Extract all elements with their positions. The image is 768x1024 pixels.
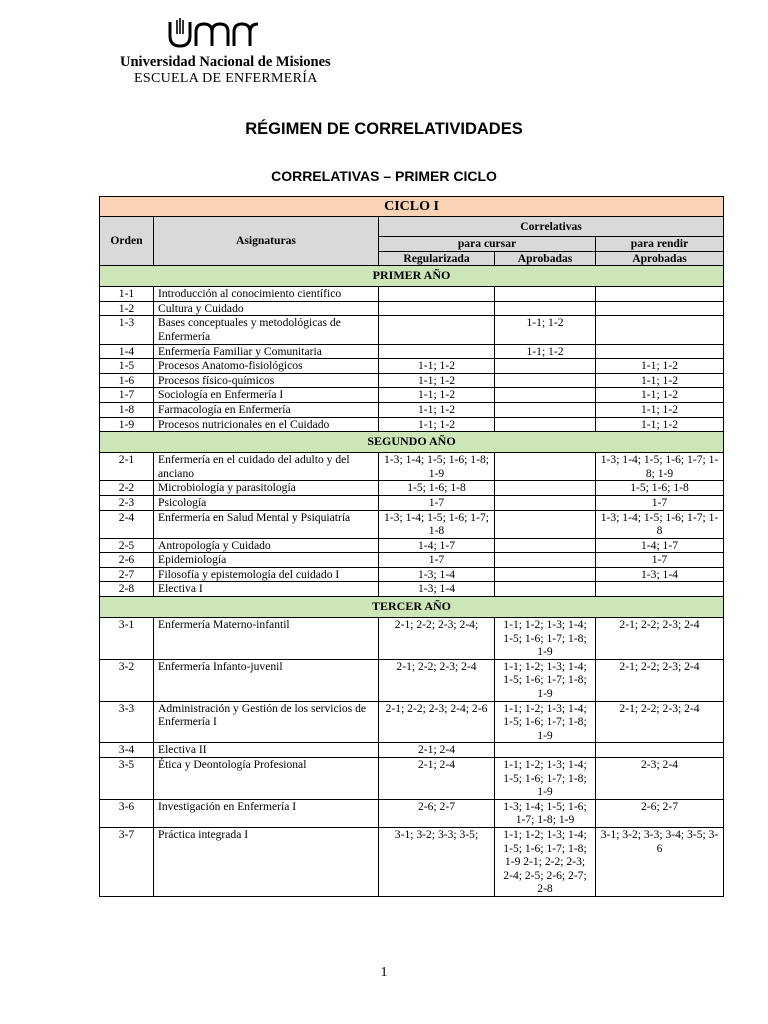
cell-regularizada: 2-1; 2-2; 2-3; 2-4;: [379, 618, 495, 660]
cell-regularizada: 1-7: [379, 553, 495, 568]
cell-regularizada: 1-3; 1-4: [379, 567, 495, 582]
page-number: 1: [380, 965, 388, 980]
table-row: [100, 510, 724, 538]
cell-regularizada: 1-1; 1-2: [379, 373, 495, 388]
cell-rendir: 1-1; 1-2: [596, 388, 724, 403]
cell-aprobadas: [495, 538, 596, 553]
table-row: [100, 701, 724, 743]
cell-rendir: 1-3; 1-4: [596, 567, 724, 582]
table-row: [100, 359, 724, 374]
cell-rendir: [596, 301, 724, 316]
col-aprobadas-rendir-header: Aprobadas: [596, 251, 724, 266]
table-row: [100, 799, 724, 827]
cell-regularizada: 2-1; 2-2; 2-3; 2-4: [379, 659, 495, 701]
cell-aprobadas: [495, 510, 596, 538]
cell-asignatura: Procesos Anatomo-fisiológicos: [154, 359, 379, 374]
cell-aprobadas: [495, 553, 596, 568]
cell-asignatura: Sociología en Enfermería I: [154, 388, 379, 403]
table-row: [100, 373, 724, 388]
cell-rendir: 2-1; 2-2; 2-3; 2-4: [596, 701, 724, 743]
cell-regularizada: 1-1; 1-2: [379, 417, 495, 432]
cell-rendir: 2-1; 2-2; 2-3; 2-4: [596, 659, 724, 701]
cell-rendir: 1-3; 1-4; 1-5; 1-6; 1-7; 1-8; 1-9: [596, 453, 724, 481]
cell-regularizada: 2-1; 2-4: [379, 758, 495, 800]
cell-orden: 2-5: [100, 538, 154, 553]
cell-aprobadas: [495, 373, 596, 388]
cell-regularizada: 1-4; 1-7: [379, 538, 495, 553]
table-row: [100, 287, 724, 302]
cell-rendir: 3-1; 3-2; 3-3; 3-4; 3-5; 3-6: [596, 827, 724, 896]
cell-rendir: 1-7: [596, 495, 724, 510]
cell-aprobadas: [495, 495, 596, 510]
cell-regularizada: 1-1; 1-2: [379, 402, 495, 417]
cell-regularizada: [379, 287, 495, 302]
cell-orden: 3-1: [100, 618, 154, 660]
table-row: [100, 481, 724, 496]
cell-aprobadas: [495, 582, 596, 597]
year-section-header: TERCER AÑO: [100, 597, 724, 618]
cell-aprobadas: [495, 743, 596, 758]
table-row: [100, 453, 724, 481]
cell-orden: 1-2: [100, 301, 154, 316]
col-asignaturas-header: Asignaturas: [154, 217, 379, 266]
cell-orden: 3-4: [100, 743, 154, 758]
cell-asignatura: Enfermería Infanto-juvenil: [154, 659, 379, 701]
cell-asignatura: Bases conceptuales y metodológicas de Enfermería: [154, 316, 379, 344]
cell-orden: 2-2: [100, 481, 154, 496]
cell-orden: 3-3: [100, 701, 154, 743]
cell-aprobadas: [495, 481, 596, 496]
table-row: [100, 301, 724, 316]
cell-rendir: 1-3; 1-4; 1-5; 1-6; 1-7; 1-8: [596, 510, 724, 538]
cell-asignatura: Antropología y Cuidado: [154, 538, 379, 553]
cell-regularizada: 2-6; 2-7: [379, 799, 495, 827]
cell-regularizada: 3-1; 3-2; 3-3; 3-5;: [379, 827, 495, 896]
cell-regularizada: [379, 301, 495, 316]
cell-regularizada: [379, 316, 495, 344]
cell-orden: 3-7: [100, 827, 154, 896]
cell-orden: 2-8: [100, 582, 154, 597]
cell-asignatura: Práctica integrada I: [154, 827, 379, 896]
cell-asignatura: Filosofía y epistemología del cuidado I: [154, 567, 379, 582]
cell-rendir: 2-3; 2-4: [596, 758, 724, 800]
cell-aprobadas: 1-1; 1-2; 1-3; 1-4; 1-5; 1-6; 1-7; 1-8; 1-9 2-1; 2-2; 2-3; 2-4; 2-5; 2-6; 2-7; 2-8: [495, 827, 596, 896]
cell-rendir: 1-4; 1-7: [596, 538, 724, 553]
cell-orden: 1-8: [100, 402, 154, 417]
university-name: Universidad Nacional de Misiones: [120, 54, 331, 70]
cell-asignatura: Electiva I: [154, 582, 379, 597]
col-aprobadas-cursar-header: Aprobadas: [495, 251, 596, 266]
cell-regularizada: [379, 344, 495, 359]
cell-aprobadas: 1-1; 1-2; 1-3; 1-4; 1-5; 1-6; 1-7; 1-8; 1-9: [495, 618, 596, 660]
col-regularizada-header: Regularizada: [379, 251, 495, 266]
cell-asignatura: Investigación en Enfermería I: [154, 799, 379, 827]
school-name: ESCUELA DE ENFERMERÍA: [134, 71, 318, 86]
cell-aprobadas: [495, 359, 596, 374]
table-row: [100, 388, 724, 403]
col-para-rendir-header: para rendir: [596, 237, 724, 252]
cell-rendir: 1-7: [596, 553, 724, 568]
table-row: [100, 553, 724, 568]
col-orden-header: Orden: [100, 217, 154, 266]
cell-rendir: [596, 743, 724, 758]
cell-rendir: 1-1; 1-2: [596, 373, 724, 388]
cell-asignatura: Enfermería en Salud Mental y Psiquiatría: [154, 510, 379, 538]
year-section-header: SEGUNDO AÑO: [100, 432, 724, 453]
cell-rendir: [596, 582, 724, 597]
cell-rendir: 1-5; 1-6; 1-8: [596, 481, 724, 496]
document-title: RÉGIMEN DE CORRELATIVIDADES: [245, 120, 523, 138]
cell-asignatura: Enfermería en el cuidado del adulto y del anciano: [154, 453, 379, 481]
cell-aprobadas: 1-1; 1-2; 1-3; 1-4; 1-5; 1-6; 1-7; 1-8; 1-9: [495, 659, 596, 701]
cell-orden: 2-1: [100, 453, 154, 481]
table-row: [100, 827, 724, 896]
cell-regularizada: 2-1; 2-2; 2-3; 2-4; 2-6: [379, 701, 495, 743]
cell-orden: 3-5: [100, 758, 154, 800]
table-row: [100, 743, 724, 758]
table-row: [100, 316, 724, 344]
cell-aprobadas: [495, 287, 596, 302]
col-correlativas-header: Correlativas: [379, 217, 724, 237]
cell-regularizada: 1-3; 1-4; 1-5; 1-6; 1-8; 1-9: [379, 453, 495, 481]
cell-rendir: [596, 316, 724, 344]
cell-aprobadas: [495, 567, 596, 582]
cell-aprobadas: 1-1; 1-2; 1-3; 1-4; 1-5; 1-6; 1-7; 1-8; 1-9: [495, 701, 596, 743]
cell-orden: 3-6: [100, 799, 154, 827]
document-subtitle: CORRELATIVAS – PRIMER CICLO: [271, 168, 497, 184]
cell-asignatura: Epidemiología: [154, 553, 379, 568]
cell-orden: 1-1: [100, 287, 154, 302]
cell-regularizada: 1-3; 1-4: [379, 582, 495, 597]
table-row: [100, 538, 724, 553]
table-row: [100, 417, 724, 432]
cell-rendir: 1-1; 1-2: [596, 417, 724, 432]
col-para-cursar-header: para cursar: [379, 237, 596, 252]
cell-aprobadas: [495, 402, 596, 417]
correlatives-table: [99, 196, 724, 897]
table-row: [100, 402, 724, 417]
cell-aprobadas: [495, 453, 596, 481]
cell-rendir: [596, 344, 724, 359]
cell-orden: 3-2: [100, 659, 154, 701]
cell-asignatura: Enfermería Familiar y Comunitaria: [154, 344, 379, 359]
table-row: [100, 758, 724, 800]
cell-rendir: [596, 287, 724, 302]
table-body: [100, 266, 724, 897]
cell-regularizada: 1-7: [379, 495, 495, 510]
cell-aprobadas: [495, 417, 596, 432]
cell-aprobadas: [495, 301, 596, 316]
cell-asignatura: Electiva II: [154, 743, 379, 758]
cell-asignatura: Enfermería Materno-infantil: [154, 618, 379, 660]
cell-orden: 2-4: [100, 510, 154, 538]
table-row: [100, 659, 724, 701]
cell-aprobadas: 1-1; 1-2; 1-3; 1-4; 1-5; 1-6; 1-7; 1-8; 1-9: [495, 758, 596, 800]
table-row: [100, 618, 724, 660]
cell-rendir: 1-1; 1-2: [596, 402, 724, 417]
cell-asignatura: Administración y Gestión de los servicios de Enfermería I: [154, 701, 379, 743]
cell-rendir: 1-1; 1-2: [596, 359, 724, 374]
cell-aprobadas: 1-3; 1-4; 1-5; 1-6; 1-7; 1-8; 1-9: [495, 799, 596, 827]
cell-aprobadas: 1-1; 1-2: [495, 344, 596, 359]
cycle-header: CICLO I: [100, 197, 724, 217]
cell-regularizada: 1-3; 1-4; 1-5; 1-6; 1-7; 1-8: [379, 510, 495, 538]
cell-orden: 2-7: [100, 567, 154, 582]
cell-orden: 2-3: [100, 495, 154, 510]
cell-rendir: 2-1; 2-2; 2-3; 2-4: [596, 618, 724, 660]
table-row: [100, 567, 724, 582]
cell-asignatura: Ética y Deontología Profesional: [154, 758, 379, 800]
cell-asignatura: Introducción al conocimiento científico: [154, 287, 379, 302]
table-row: [100, 344, 724, 359]
cell-orden: 2-6: [100, 553, 154, 568]
cell-regularizada: 1-5; 1-6; 1-8: [379, 481, 495, 496]
year-section-header: PRIMER AÑO: [100, 266, 724, 287]
cell-regularizada: 1-1; 1-2: [379, 359, 495, 374]
cell-asignatura: Procesos nutricionales en el Cuidado: [154, 417, 379, 432]
cell-asignatura: Procesos físico-químicos: [154, 373, 379, 388]
cell-orden: 1-6: [100, 373, 154, 388]
table-row: [100, 495, 724, 510]
table-row: [100, 582, 724, 597]
cell-asignatura: Cultura y Cuidado: [154, 301, 379, 316]
cell-orden: 1-5: [100, 359, 154, 374]
cell-aprobadas: [495, 388, 596, 403]
cell-orden: 1-3: [100, 316, 154, 344]
cell-asignatura: Microbiología y parasitología: [154, 481, 379, 496]
cell-orden: 1-9: [100, 417, 154, 432]
cell-asignatura: Farmacología en Enfermería: [154, 402, 379, 417]
cell-orden: 1-4: [100, 344, 154, 359]
cell-aprobadas: 1-1; 1-2: [495, 316, 596, 344]
cell-asignatura: Psicología: [154, 495, 379, 510]
cell-regularizada: 1-1; 1-2: [379, 388, 495, 403]
university-logo: [164, 18, 264, 50]
cell-orden: 1-7: [100, 388, 154, 403]
cell-regularizada: 2-1; 2-4: [379, 743, 495, 758]
cell-rendir: 2-6; 2-7: [596, 799, 724, 827]
